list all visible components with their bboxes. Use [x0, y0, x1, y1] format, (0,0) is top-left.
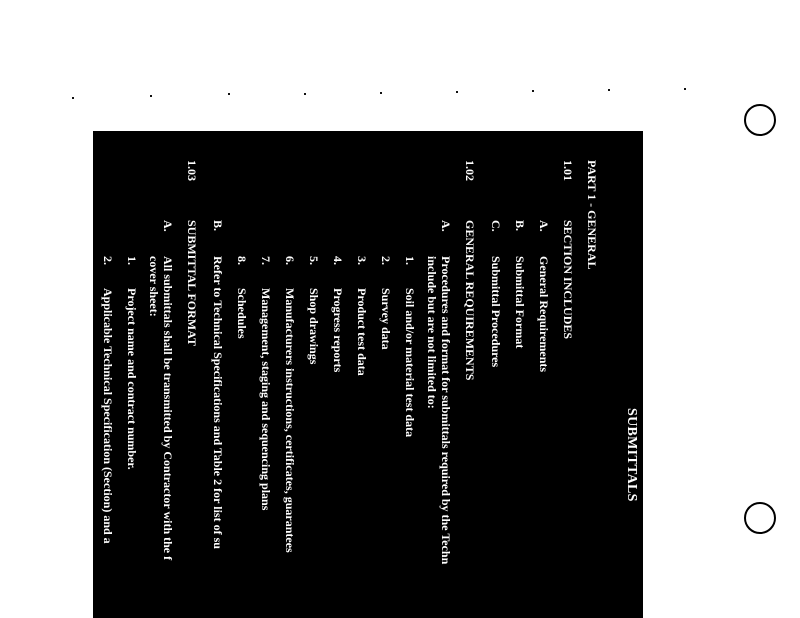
list-letter: B.: [513, 220, 527, 232]
list-item: Soil and/or material test data: [403, 288, 417, 438]
paragraph-line: include but are not limited to:: [425, 256, 439, 409]
list-number: 5.: [307, 256, 321, 265]
binder-hole-top: [744, 104, 776, 136]
rotated-text-layer: [100, 130, 660, 618]
list-item: Manufacturers instructions, certificates, guarantees: [283, 288, 297, 553]
list-item: Schedules: [235, 288, 249, 339]
list-item: Project name and contract number.: [125, 288, 139, 470]
list-letter: A.: [439, 220, 453, 232]
list-number: 8.: [235, 256, 249, 265]
list-item: Survey data: [379, 288, 393, 350]
list-number: 1.: [125, 256, 139, 265]
part-heading: PART 1 - GENERAL: [585, 160, 599, 270]
list-number: 1.: [403, 256, 417, 265]
list-item: Applicable Technical Specification (Section) and a: [101, 288, 115, 544]
section-number: SECTION 01300: [640, 398, 655, 504]
article-number: 1.03: [185, 160, 199, 181]
paragraph-line: cover sheet:: [147, 256, 161, 317]
list-letter: B.: [211, 220, 225, 232]
list-number: 6.: [283, 256, 297, 265]
binder-hole-bottom: [744, 502, 776, 534]
scan-speck: [532, 90, 534, 92]
list-number: 2.: [379, 256, 393, 265]
scan-speck: [150, 95, 152, 97]
paragraph-line: Refer to Technical Specifications and Table 2 for list of su: [211, 256, 225, 549]
paragraph-line: All submittals shall be transmitted by Contractor with the f: [161, 256, 175, 561]
list-number: 2.: [101, 256, 115, 265]
article-title: SECTION INCLUDES: [561, 220, 575, 340]
list-letter: A.: [161, 220, 175, 232]
list-letter: C.: [489, 220, 503, 232]
paragraph-line: Procedures and format for submittals required by the Techn: [439, 256, 453, 565]
list-item: Product test data: [355, 288, 369, 376]
scan-speck: [608, 89, 610, 91]
list-number: 4.: [331, 256, 345, 265]
list-item: Shop drawings: [307, 288, 321, 365]
list-item: Management, staging and sequencing plans: [259, 288, 273, 511]
article-number: 1.01: [561, 160, 575, 181]
scan-speck: [456, 91, 458, 93]
article-title: GENERAL REQUIREMENTS: [463, 220, 477, 381]
scan-speck: [228, 93, 230, 95]
section-title: SUBMITTALS: [624, 408, 639, 502]
list-item: Submittal Format: [513, 256, 527, 349]
list-letter: A.: [537, 220, 551, 232]
list-number: 7.: [259, 256, 273, 265]
list-item: Submittal Procedures: [489, 256, 503, 368]
article-number: 1.02: [463, 160, 477, 181]
list-number: 3.: [355, 256, 369, 265]
list-item: Progress reports: [331, 288, 345, 373]
article-title: SUBMITTAL FORMAT: [185, 220, 199, 346]
scan-speck: [72, 97, 74, 99]
scan-speck: [380, 92, 382, 94]
list-item: General Requirements: [537, 256, 551, 373]
scan-speck: [684, 88, 686, 90]
scan-speck: [304, 93, 306, 95]
